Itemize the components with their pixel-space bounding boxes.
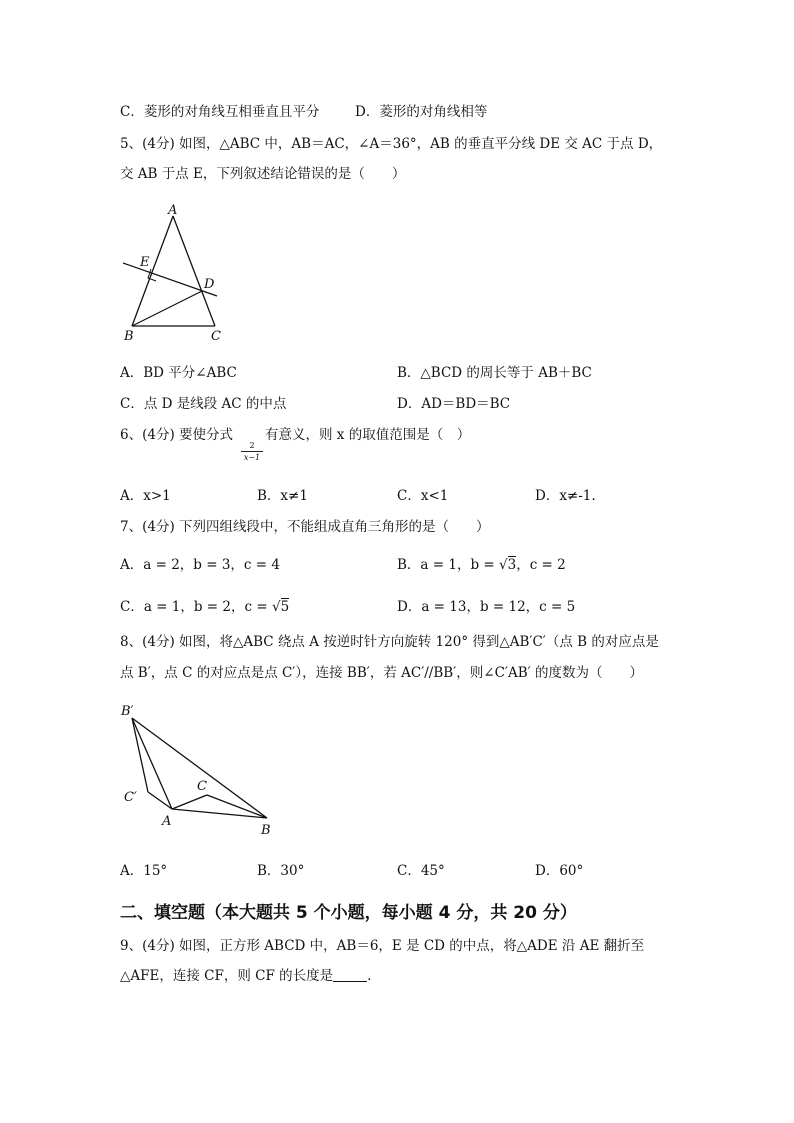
q7-option-b[interactable] <box>397 556 566 574</box>
q8-option-d[interactable]: D．60° <box>535 863 584 879</box>
q7-option-b-suffix: ，c = 2 <box>516 557 566 573</box>
q6-option-c[interactable]: C．x<1 <box>397 488 449 504</box>
q9-stem-line1: 9、(4分) 如图，正方形 ABCD 中，AB＝6，E 是 CD 的中点，将△ADE 沿 AE 翻折至 <box>120 938 645 954</box>
q7-option-c[interactable] <box>120 598 289 616</box>
q8-label-b: B <box>261 823 271 838</box>
q6-stem-after: 有意义，则 x 的取值范围是（ ） <box>265 427 471 443</box>
q6-denominator: x−1 <box>243 453 261 462</box>
q6-option-b[interactable]: B．x≠1 <box>257 488 308 504</box>
q5-option-d[interactable]: D．AD＝BD＝BC <box>397 396 511 412</box>
q8-option-c[interactable]: C．45° <box>397 863 445 879</box>
q5-label-b: B <box>124 329 134 344</box>
q8-rotation-figure <box>115 698 285 843</box>
q6-option-a[interactable]: A．x>1 <box>120 488 171 504</box>
q6-numerator: 2 <box>249 441 255 450</box>
q7-option-a[interactable]: A．a = 2，b = 3，c = 4 <box>120 557 280 573</box>
q8-label-c-prime: C′ <box>124 790 137 805</box>
q6-option-d[interactable]: D．x≠-1. <box>535 488 596 504</box>
q9-answer-blank[interactable] <box>333 967 367 982</box>
option-c-rhombus: C．菱形的对角线互相垂直且平分 <box>120 104 320 120</box>
q8-label-b-prime: B′ <box>121 704 134 719</box>
q5-label-a: A <box>168 203 178 218</box>
q5-option-b[interactable]: B．△BCD 的周长等于 AB＋BC <box>397 365 592 381</box>
q6-fraction <box>241 441 263 462</box>
q5-option-a[interactable]: A．BD 平分∠ABC <box>120 365 237 381</box>
q7-option-d[interactable]: D．a = 13，b = 12，c = 5 <box>397 599 576 615</box>
q9-stem-line2-before: △AFE，连接 CF，则 CF 的长度是 <box>120 968 334 984</box>
option-d-rhombus: D．菱形的对角线相等 <box>355 104 488 120</box>
q5-triangle-figure <box>115 198 230 348</box>
q5-label-d: D <box>204 277 215 292</box>
q7-option-b-prefix: B．a = 1，b = <box>397 557 499 573</box>
q8-label-a: A <box>162 814 172 829</box>
q8-option-a[interactable]: A．15° <box>120 863 168 879</box>
q7-option-c-root: 5 <box>280 599 290 615</box>
q5-label-e: E <box>140 255 150 270</box>
q5-stem-line2: 交 AB 于点 E，下列叙述结论错误的是（ ） <box>120 166 406 182</box>
q8-stem-line1: 8、(4分) 如图，将△ABC 绕点 A 按逆时针方向旋转 120° 得到△AB′C′（点 B 的对应点是 <box>120 634 659 650</box>
q8-label-c: C <box>197 779 207 794</box>
q5-option-c[interactable]: C．点 D 是线段 AC 的中点 <box>120 396 287 412</box>
q9-stem-line2 <box>120 967 371 985</box>
q7-option-c-prefix: C．a = 1，b = 2，c = <box>120 599 272 615</box>
q5-label-c: C <box>211 329 221 344</box>
q8-option-b[interactable]: B．30° <box>257 863 305 879</box>
q5-stem-line1: 5、(4分) 如图，△ABC 中，AB＝AC，∠A＝36°，AB 的垂直平分线 DE 交 AC 于点 D， <box>120 136 663 152</box>
q6-stem-before: 6、(4分) 要使分式 <box>120 427 234 443</box>
q7-stem: 7、(4分) 下列四组线段中，不能组成直角三角形的是（ ） <box>120 519 490 535</box>
section-title-fill-in: 二、填空题（本大题共 5 个小题，每小题 4 分，共 20 分） <box>120 903 577 923</box>
q8-stem-line2: 点 B′，点 C 的对应点是点 C′），连接 BB′，若 AC′//BB′，则∠C′AB′ 的度数为（ ） <box>120 665 643 681</box>
sqrt-symbol-icon: √ <box>499 557 508 573</box>
q9-stem-line2-after: . <box>367 968 372 984</box>
q7-option-b-root: 3 <box>507 557 517 573</box>
sqrt-symbol-icon: √ <box>271 599 281 615</box>
